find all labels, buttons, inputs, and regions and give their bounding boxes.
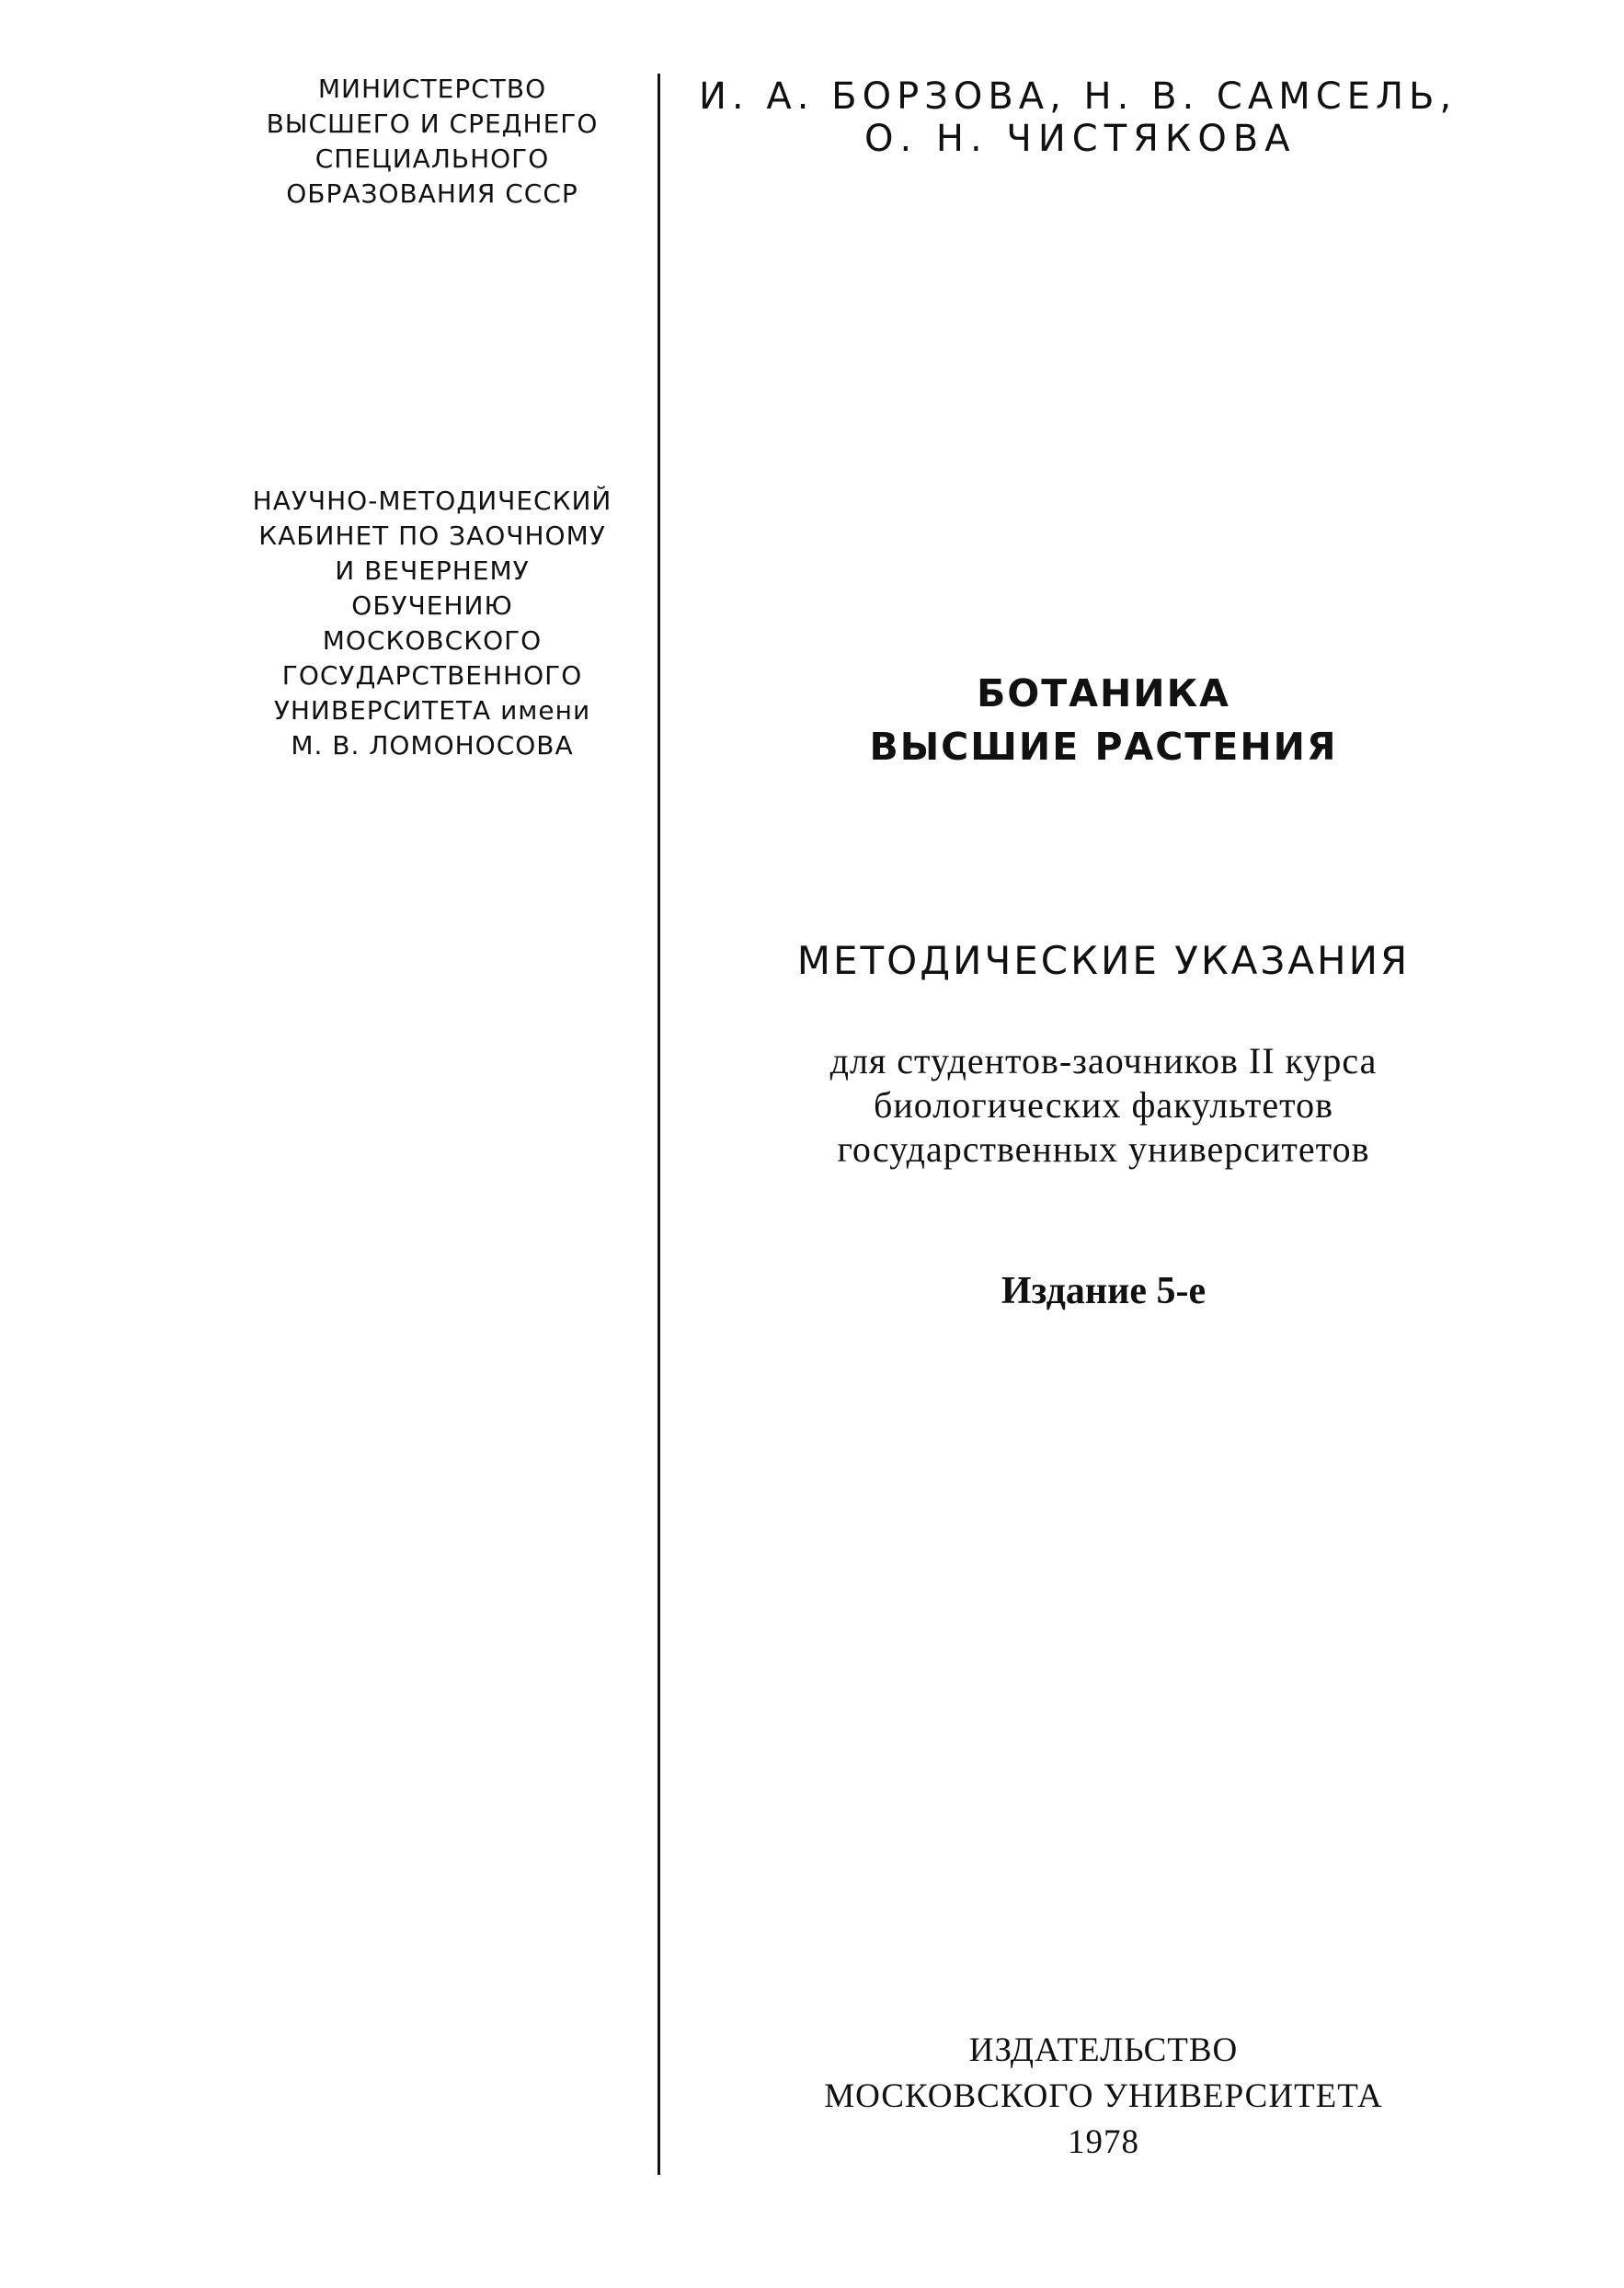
authors-line-1: И. А. БОРЗОВА, Н. В. САМСЕЛЬ, [699,75,1458,118]
cabinet-line: М. В. ЛОМОНОСОВА [291,730,574,761]
publication-year: 1978 [1068,2123,1139,2161]
cabinet-block [216,484,648,763]
audience-line: для студентов-заочников II курса [829,1040,1378,1081]
ministry-line: ВЫСШЕГО И СРЕДНЕГО [266,109,599,139]
audience-block [717,1039,1490,1172]
edition-label: Издание 5-е [1001,1270,1207,1312]
column-divider [658,74,660,2175]
cabinet-line: ОБУЧЕНИЮ [351,590,513,621]
cabinet-line: ГОСУДАРСТВЕННОГО [281,660,583,691]
publisher-line-2: МОСКОВСКОГО УНИВЕРСИТЕТА [824,2077,1383,2115]
cabinet-line: КАБИНЕТ ПО ЗАОЧНОМУ [258,521,606,551]
audience-line: государственных университетов [837,1128,1370,1170]
ministry-line: МИНИСТЕРСТВО [317,74,547,104]
authors-block [699,75,1527,160]
audience-line: биологических факультетов [874,1084,1333,1126]
publisher-block [754,2028,1453,2166]
title-line-2: ВЫСШИЕ РАСТЕНИЯ [869,725,1338,769]
cabinet-line: МОСКОВСКОГО [322,625,543,656]
title-line-1: БОТАНИКА [977,671,1230,715]
cabinet-line: УНИВЕРСИТЕТА имени [273,695,591,726]
publisher-line-1: ИЗДАТЕЛЬСТВО [968,2031,1239,2069]
cabinet-line: НАУЧНО-МЕТОДИЧЕСКИЙ [252,486,612,516]
book-title [763,667,1444,773]
book-subtitle: МЕТОДИЧЕСКИЕ УКАЗАНИЯ [796,938,1411,983]
ministry-line: ОБРАЗОВАНИЯ СССР [286,178,578,209]
ministry-block [216,72,648,212]
ministry-line: СПЕЦИАЛЬНОГО [315,143,550,174]
cabinet-line: И ВЕЧЕРНЕМУ [335,555,530,586]
authors-line-2: О. Н. ЧИСТЯКОВА [864,118,1297,160]
